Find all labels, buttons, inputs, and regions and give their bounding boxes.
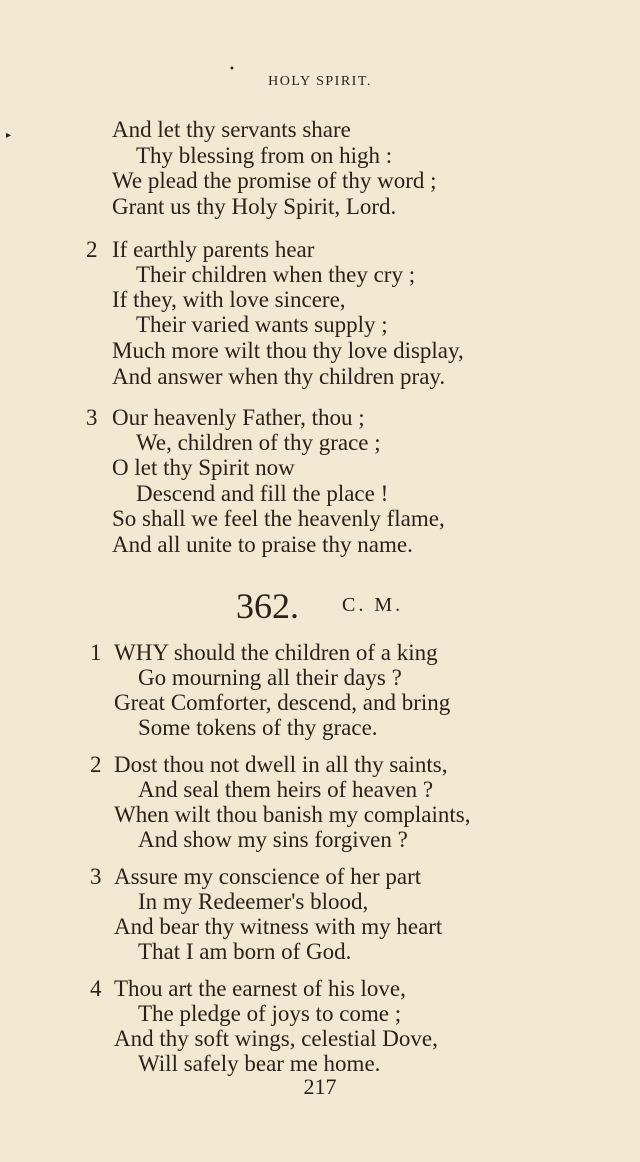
verse-line: Great Comforter, descend, and bring [114,690,451,715]
verse-line: When wilt thou banish my complaints, [114,802,471,827]
verse-line: Thou art the earnest of his love, [114,976,406,1001]
print-mark: • [229,64,235,75]
margin-mark: ▸ [6,130,12,141]
verse-line: And thy soft wings, celestial Dove, [114,1026,438,1051]
verse-line: Grant us thy Holy Spirit, Lord. [112,194,397,219]
verse-line: And answer when thy children pray. [112,364,446,389]
verse-line: We plead the promise of thy word ; [112,168,437,193]
stanza-number: 2 [90,752,102,777]
verse-line: Will safely bear me home. [138,1051,381,1076]
stanza-number: 3 [86,405,98,430]
verse-line: Some tokens of thy grace. [138,715,378,740]
hymn-number: 362. [236,586,299,626]
verse-line: O let thy Spirit now [112,455,295,480]
verse-line: WHY should the children of a king [114,640,438,665]
verse-line: So shall we feel the heavenly flame, [112,506,445,531]
verse-line: And all unite to praise thy name. [112,532,413,557]
verse-line: Go mourning all their days ? [138,665,402,690]
verse-line: Their children when they cry ; [136,262,416,287]
verse-line: In my Redeemer's blood, [138,889,369,914]
verse-line: Assure my conscience of her part [114,864,422,889]
verse-line: Much more wilt thou thy love display, [112,338,464,363]
verse-line: And let thy servants share [112,117,351,142]
stanza-number: 2 [86,237,98,262]
verse-line: If they, with love sincere, [112,287,346,312]
verse-line: That I am born of God. [138,939,352,964]
stanza-number: 4 [90,976,102,1001]
verse-line: And show my sins forgiven ? [138,827,408,852]
hymn-meter: C. M. [342,594,404,616]
verse-line: If earthly parents hear [112,237,315,262]
stanza-number: 3 [90,864,102,889]
running-header: HOLY SPIRIT. [268,74,372,89]
verse-line: The pledge of joys to come ; [138,1001,402,1026]
verse-line: Dost thou not dwell in all thy saints, [114,752,448,777]
verse-line: Their varied wants supply ; [136,312,388,337]
verse-line: Descend and fill the place ! [136,481,389,506]
stanza-number: 1 [90,640,102,665]
verse-line: And bear thy witness with my heart [114,914,443,939]
verse-line: Thy blessing from on high : [136,143,393,168]
page-number: 217 [303,1074,337,1099]
verse-line: And seal them heirs of heaven ? [138,777,434,802]
verse-line: We, children of thy grace ; [136,430,381,455]
verse-line: Our heavenly Father, thou ; [112,405,365,430]
